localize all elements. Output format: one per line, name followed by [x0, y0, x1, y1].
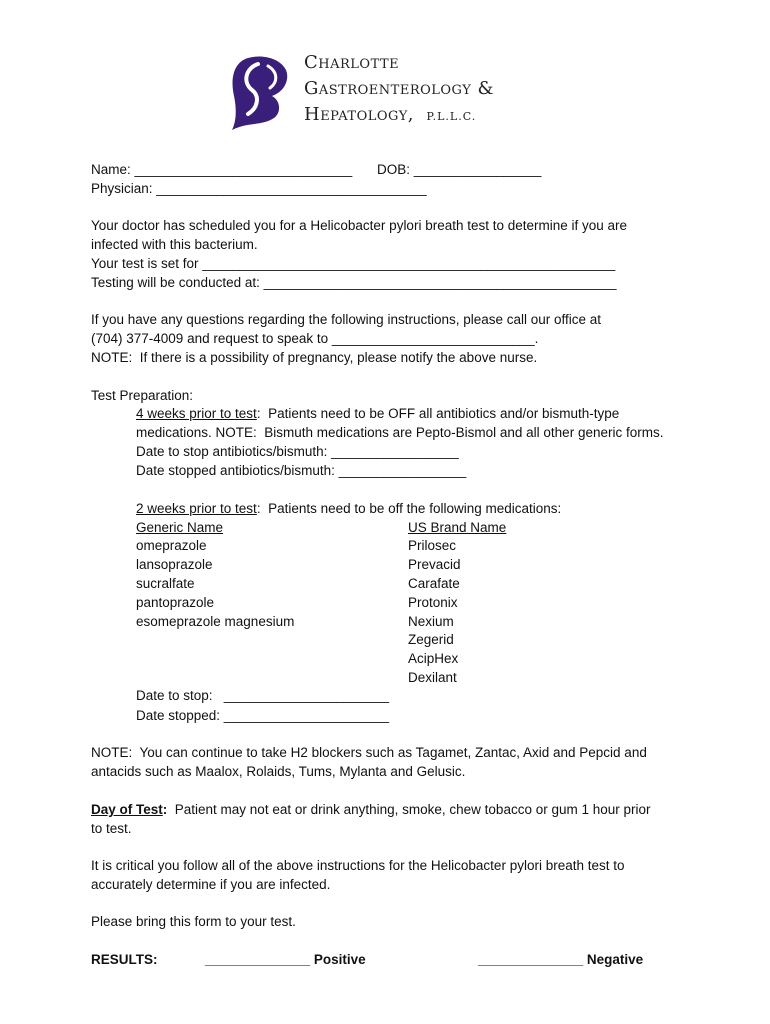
logo-line-1: Charlotte — [304, 52, 400, 73]
practice-logo — [228, 48, 518, 132]
prep-heading: Test Preparation: — [91, 388, 194, 403]
brand-item: Prevacid — [408, 557, 461, 572]
logo-line-2: Gastroenterology & — [304, 78, 495, 99]
dob-blank[interactable]: _________________ — [413, 162, 542, 177]
test-date-blank[interactable]: _______________________________________________________ — [202, 256, 616, 271]
intro-line-1: Your doctor has scheduled you for a Helicobacter pylori breath test to determine if you are — [91, 218, 628, 233]
generic-item: esomeprazole magnesium — [136, 614, 295, 629]
test-location-blank[interactable]: _______________________________________________ — [263, 275, 617, 290]
generic-item: lansoprazole — [136, 557, 213, 572]
brand-item: Carafate — [408, 576, 460, 591]
logo-mark-icon — [228, 52, 292, 132]
pregnancy-note: NOTE: If there is a possibility of pregnancy, please notify the above nurse. — [91, 350, 538, 365]
critical-line-1: It is critical you follow all of the above instructions for the Helicobacter pylori breath test to — [91, 858, 625, 873]
contact-line-2: (704) 377-4009 and request to speak to ___________________________. — [91, 331, 539, 346]
critical-line-2: accurately determine if you are infected. — [91, 877, 331, 892]
brand-item: AcipHex — [408, 651, 459, 666]
brand-item: Dexilant — [408, 670, 457, 685]
day-of-test-line-2: to test. — [91, 821, 132, 836]
h2-blocker-note-2: antacids such as Maalox, Rolaids, Tums, Mylanta and Gelusic. — [91, 764, 466, 779]
generic-item: omeprazole — [136, 538, 207, 553]
practice-name — [304, 50, 494, 130]
four-weeks-line-2: medications. NOTE: Bismuth medications are Pepto-Bismol and all other generic forms. — [136, 425, 664, 440]
brand-item: Nexium — [408, 614, 454, 629]
generic-item: sucralfate — [136, 576, 195, 591]
brand-name-header: US Brand Name — [408, 520, 507, 535]
brand-item: Zegerid — [408, 632, 454, 647]
results-positive[interactable]: ______________ Positive — [205, 952, 366, 967]
physician-blank[interactable]: ____________________________________ — [156, 181, 427, 196]
day-of-test-label: Day of Test — [91, 802, 163, 817]
brand-item: Prilosec — [408, 538, 457, 553]
two-weeks-label: 2 weeks prior to test — [136, 501, 257, 516]
logo-line-3: Hepatology, P.L.L.C. — [304, 104, 477, 125]
two-weeks-instruction: 2 weeks prior to test: Patients need to be off the following medications: — [136, 501, 562, 516]
results-negative[interactable]: ______________ Negative — [478, 952, 644, 967]
name-field: Name: _____________________________ — [91, 162, 353, 177]
name-blank[interactable]: _____________________________ — [134, 162, 353, 177]
h2-blocker-note-1: NOTE: You can continue to take H2 blockers such as Tagamet, Zantac, Axid and Pepcid and — [91, 745, 647, 760]
date-stop-antibiotics[interactable]: Date to stop antibiotics/bismuth: _________________ — [136, 444, 459, 459]
four-weeks-label: 4 weeks prior to test — [136, 406, 257, 421]
dob-field: DOB: _________________ — [377, 162, 542, 177]
four-weeks-instruction: 4 weeks prior to test: Patients need to be OFF all antibiotics and/or bismuth-type — [136, 406, 620, 421]
bring-form-note: Please bring this form to your test. — [91, 914, 296, 929]
day-of-test-instruction: Day of Test: Patient may not eat or drink anything, smoke, chew tobacco or gum 1 hour prior — [91, 802, 651, 817]
test-location-field: Testing will be conducted at: _______________________________________________ — [91, 275, 617, 290]
physician-field: Physician: ____________________________________ — [91, 181, 427, 196]
test-date-field: Your test is set for _______________________________________________________ — [91, 256, 616, 271]
results-label: RESULTS: — [91, 952, 158, 967]
contact-line-1: If you have any questions regarding the following instructions, please call our office at — [91, 312, 602, 327]
generic-name-header: Generic Name — [136, 520, 224, 535]
date-stopped-antibiotics[interactable]: Date stopped antibiotics/bismuth: _________________ — [136, 463, 467, 478]
date-to-stop-field[interactable]: Date to stop: ______________________ — [136, 688, 389, 703]
date-stopped-field[interactable]: Date stopped: ______________________ — [136, 708, 389, 723]
intro-line-2: infected with this bacterium. — [91, 237, 258, 252]
logo-suffix: P.L.L.C. — [426, 110, 477, 123]
brand-item: Protonix — [408, 595, 458, 610]
generic-item: pantoprazole — [136, 595, 215, 610]
